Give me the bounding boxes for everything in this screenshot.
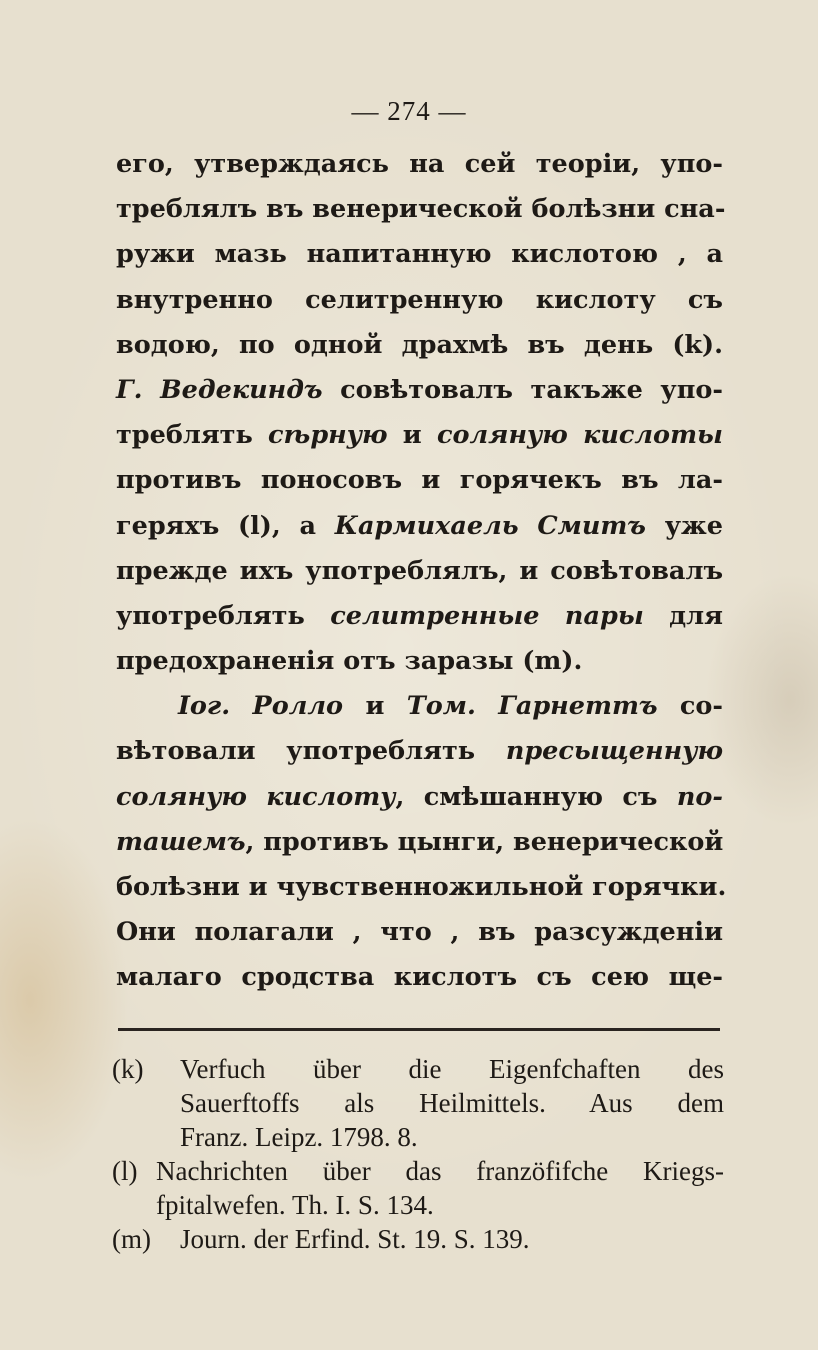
- author-name: Кармихаель Смитъ: [334, 510, 646, 541]
- text-span: вѣтовали употреблять: [116, 736, 506, 767]
- text-line: малаго сродства кислотъ съ сею ще-: [116, 962, 723, 993]
- text-line: [116, 820, 723, 865]
- footnote-line: Franz. Leipz. 1798. 8.: [180, 1122, 418, 1152]
- emphasis: пресыщенную: [505, 736, 723, 767]
- text-line: болѣзни и чувственножильной горячки.: [116, 872, 727, 902]
- text-line: его, утверждаясь на сей теоріи, упо-: [116, 149, 723, 179]
- text-span: употреблять: [116, 600, 331, 631]
- text-line: [116, 729, 723, 774]
- text-line: противъ поносовъ и горячекъ въ ла-: [116, 465, 723, 496]
- text-line: [116, 504, 723, 549]
- footnote-line: Sauerftoffs als Heilmittels. Aus dem: [180, 1088, 724, 1118]
- footnote-mark: (k): [112, 1054, 144, 1084]
- text-span: и: [343, 691, 407, 722]
- text-line: [116, 368, 723, 413]
- body-text: [116, 142, 727, 1001]
- footnotes: [112, 1052, 724, 1256]
- text-line: [116, 775, 723, 820]
- author-name: Г. Ведекиндъ: [116, 374, 323, 405]
- footnote-line: Nachrichten über das franzöfifche Kriegs-: [156, 1156, 724, 1186]
- emphasis: по-: [676, 781, 723, 812]
- text-span: совѣтовалъ такъже упо-: [322, 374, 723, 405]
- text-line: Они полагали , что , въ разсужденіи: [116, 917, 723, 948]
- text-span: , противъ цынги, венерической: [245, 826, 724, 857]
- author-name: Іог. Ролло: [178, 691, 344, 722]
- text-line: внутренно селитренную кислоту съ: [116, 284, 723, 315]
- emphasis: сѣрную: [268, 420, 388, 451]
- text-span: уже: [645, 510, 723, 541]
- text-span: и: [387, 420, 437, 451]
- footnote-l: [112, 1154, 724, 1222]
- emphasis: соляную кислоту: [116, 781, 396, 812]
- text-span: геряхъ (l), а: [116, 510, 335, 541]
- footnote-line: Journ. der Erfind. St. 19. S. 139.: [180, 1224, 530, 1254]
- text-line: треблялъ въ венерической болѣзни сна-: [116, 194, 726, 225]
- author-name: Том. Гарнеттъ: [406, 691, 658, 722]
- text-line: ружи мазь напитанную кислотою , а: [116, 239, 723, 270]
- text-line: водою, по одной драхмѣ въ день (k).: [116, 329, 723, 360]
- text-line: [116, 413, 723, 458]
- text-line: [116, 684, 723, 729]
- text-line: [116, 594, 723, 639]
- page-number: — 274 —: [351, 96, 467, 126]
- footnote-mark: (m): [112, 1224, 151, 1254]
- text-line: прежде ихъ употреблялъ, и совѣтовалъ: [116, 555, 723, 586]
- footnote-k: [112, 1052, 724, 1154]
- footnote-line: fpitalwefen. Th. I. S. 134.: [156, 1190, 434, 1220]
- text-span: для: [643, 600, 723, 631]
- emphasis: селитренные пары: [330, 600, 644, 631]
- footnote-divider: [118, 1028, 720, 1031]
- text-line: предохраненія отъ заразы (m).: [116, 646, 583, 677]
- footnote-m: [112, 1222, 724, 1256]
- text-span: треблять: [116, 420, 269, 451]
- text-span: , смѣшанную съ: [395, 781, 677, 812]
- footnote-line: Verfuch über die Eigenfchaften des: [180, 1054, 724, 1084]
- text-span: со-: [657, 691, 723, 722]
- emphasis: ташемъ: [116, 826, 246, 857]
- emphasis: соляную кислоты: [436, 420, 723, 451]
- footnote-mark: (l): [112, 1156, 138, 1186]
